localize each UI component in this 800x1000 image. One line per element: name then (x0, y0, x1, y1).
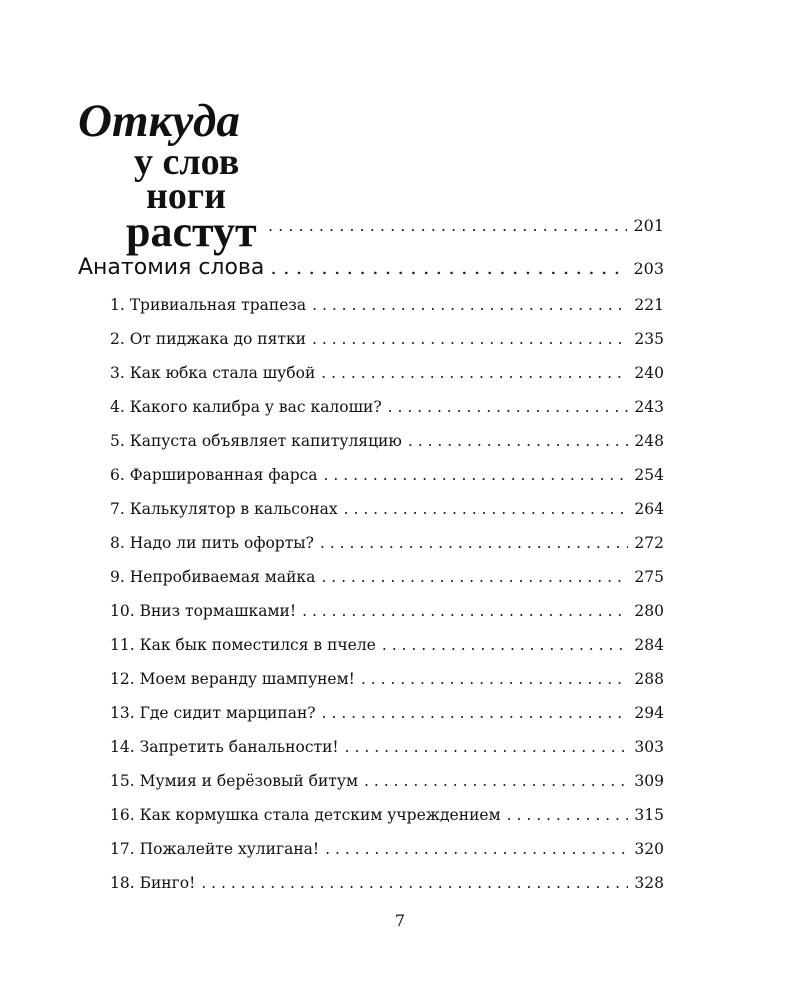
chapter-title: 1. Тривиальная трапеза (110, 296, 307, 314)
dot-leader (344, 500, 629, 518)
chapter-title: 4. Какого калибра у вас калоши? (110, 398, 382, 416)
chapter-title: 5. Капуста объявляет капитуляцию (110, 432, 402, 450)
toc-entry-chapter[interactable] (110, 432, 664, 450)
toc-entry-chapter[interactable] (110, 500, 664, 518)
dot-leader (361, 670, 629, 688)
chapter-title: 18. Бинго! (110, 874, 196, 892)
toc-entry-chapter[interactable] (110, 296, 664, 314)
toc-page-number: 272 (634, 534, 664, 552)
dot-leader (270, 255, 627, 279)
toc-page-number: 303 (634, 738, 664, 756)
dot-leader (325, 840, 628, 858)
chapter-title: 2. От пиджака до пятки (110, 330, 306, 348)
dot-leader (302, 602, 628, 620)
toc-page-number: 294 (634, 704, 664, 722)
dot-leader (312, 330, 628, 348)
title-line-1: Откуда (78, 95, 240, 147)
dot-leader (268, 216, 627, 235)
toc-entry-chapter[interactable] (110, 704, 664, 722)
toc-page-number: 201 (633, 216, 664, 235)
chapter-title: 7. Калькулятор в кальсонах (110, 500, 338, 518)
dot-leader (507, 806, 629, 824)
chapter-title: 10. Вниз тормашками! (110, 602, 297, 620)
toc-page-number: 284 (634, 636, 664, 654)
chapter-title: 15. Мумия и берёзовый битум (110, 772, 359, 790)
toc-page-number: 280 (634, 602, 664, 620)
chapter-title: 6. Фаршированная фарса (110, 466, 318, 484)
toc-entry-chapter[interactable] (110, 534, 664, 552)
toc-entry-chapter[interactable] (110, 602, 664, 620)
toc-entry-part[interactable] (78, 255, 664, 280)
toc-entry-chapter[interactable] (110, 670, 664, 688)
title-line-3: ноги (146, 175, 227, 217)
chapter-title: 8. Надо ли пить офорты? (110, 534, 314, 552)
toc-page-number: 309 (634, 772, 664, 790)
toc-entry-chapter[interactable] (110, 772, 664, 790)
dot-leader (324, 466, 629, 484)
toc-entry-chapter[interactable] (110, 738, 664, 756)
chapter-title: 16. Как кормушка стала детским учреждением (110, 806, 501, 824)
chapter-title: 3. Как юбка стала шубой (110, 364, 316, 382)
chapter-title: 14. Запретить банальности! (110, 738, 339, 756)
dot-leader (388, 398, 629, 416)
page-number: 7 (394, 911, 406, 930)
toc-page-number: 328 (634, 874, 664, 892)
toc-page-number: 275 (634, 568, 664, 586)
part-title: Анатомия слова (78, 255, 265, 280)
dot-leader (382, 636, 629, 654)
dot-leader (321, 364, 628, 382)
dot-leader (364, 772, 628, 790)
toc-page-number: 315 (634, 806, 664, 824)
toc-entry-chapter[interactable] (110, 636, 664, 654)
toc-entry-title[interactable] (268, 216, 664, 235)
toc-entry-chapter[interactable] (110, 874, 664, 892)
dot-leader (322, 704, 629, 722)
toc-page-number: 248 (634, 432, 664, 450)
toc-entry-chapter[interactable] (110, 330, 664, 348)
chapter-title: 13. Где сидит марципан? (110, 704, 316, 722)
toc-page-number: 320 (634, 840, 664, 858)
toc-page-number: 203 (633, 259, 664, 278)
toc-page-number: 243 (634, 398, 664, 416)
dot-leader (345, 738, 629, 756)
dot-leader (408, 432, 629, 450)
dot-leader (321, 568, 628, 586)
toc-entry-chapter[interactable] (110, 568, 664, 586)
toc-page-number: 288 (634, 670, 664, 688)
toc-entry-chapter[interactable] (110, 806, 664, 824)
toc-page-number: 235 (634, 330, 664, 348)
toc-entry-chapter[interactable] (110, 398, 664, 416)
toc-entry-chapter[interactable] (110, 840, 664, 858)
chapter-title: 11. Как бык поместился в пчеле (110, 636, 376, 654)
toc-page-number: 264 (634, 500, 664, 518)
toc-page-number: 221 (634, 296, 664, 314)
toc-page-number: 240 (634, 364, 664, 382)
title-line-4: растут (126, 207, 257, 256)
toc-entry-chapter[interactable] (110, 466, 664, 484)
chapter-title: 9. Непробиваемая майка (110, 568, 316, 586)
dot-leader (201, 874, 628, 892)
toc-page-number: 254 (634, 466, 664, 484)
title-line-2: у слов (134, 141, 240, 183)
dot-leader (320, 534, 628, 552)
chapter-title: 17. Пожалейте хулигана! (110, 840, 320, 858)
dot-leader (312, 296, 628, 314)
chapter-title: 12. Моем веранду шампунем! (110, 670, 355, 688)
toc-entry-chapter[interactable] (110, 364, 664, 382)
